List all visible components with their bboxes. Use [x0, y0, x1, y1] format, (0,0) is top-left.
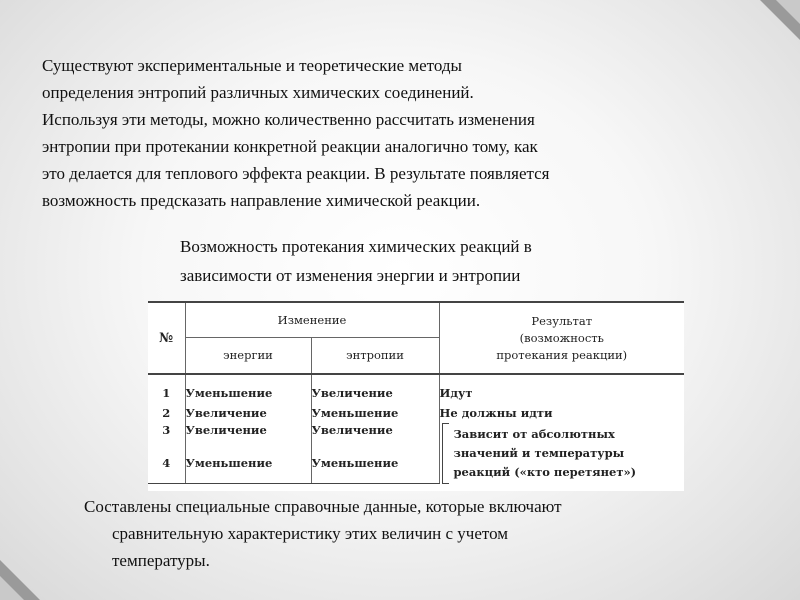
intro-paragraph [42, 52, 732, 214]
outro-line-1: Составлены специальные справочные данные, которые включают [84, 497, 562, 516]
shared-result-line: Зависит от абсолютных [453, 427, 615, 441]
row-num: 2 [148, 403, 185, 423]
table-title-line-2: зависимости от изменения энергии и энтропии [180, 266, 521, 285]
row-num: 4 [148, 443, 185, 484]
entropy-table [148, 301, 684, 484]
entropy-table-image [148, 301, 684, 491]
intro-line: это делается для теплового эффекта реакции. В результате появляется [42, 164, 550, 183]
header-result [439, 302, 684, 374]
shared-result-line: реакций («кто перетянет») [453, 465, 637, 479]
row-num: 1 [148, 374, 185, 403]
header-num: № [148, 302, 185, 374]
row-result: Идут [439, 386, 473, 400]
header-result-line: протекания реакции) [496, 347, 628, 362]
header-entropy: энтропии [311, 337, 439, 374]
table-title [180, 232, 680, 290]
header-change: Изменение [185, 302, 439, 337]
row-energy: Увеличение [185, 423, 311, 443]
outro-line-2: сравнительную характеристику этих величин с учетом [112, 524, 509, 543]
row-num: 3 [148, 423, 185, 443]
row-entropy: Уменьшение [311, 403, 439, 423]
row-result: Не должны идти [439, 406, 553, 420]
row-entropy: Увеличение [311, 423, 439, 443]
table-row [148, 374, 684, 403]
outro-line-3: температуры. [112, 551, 210, 570]
shared-result [439, 423, 684, 484]
row-energy: Уменьшение [185, 374, 311, 403]
outro-paragraph [84, 493, 724, 574]
row-energy: Увеличение [185, 403, 311, 423]
header-energy: энергии [185, 337, 311, 374]
intro-line: определения энтропий различных химических соединений. [42, 83, 474, 102]
row-entropy: Уменьшение [311, 443, 439, 484]
row-energy: Уменьшение [185, 443, 311, 484]
table-row [148, 423, 684, 443]
header-result-line: Результат [531, 313, 593, 328]
header-result-line: (возможность [519, 330, 604, 345]
intro-line: Существуют экспериментальные и теоретические методы [42, 56, 462, 75]
row-entropy: Увеличение [311, 374, 439, 403]
intro-line: Используя эти методы, можно количественно рассчитать изменения [42, 110, 535, 129]
table-title-line-1: Возможность протекания химических реакций в [180, 237, 532, 256]
shared-result-line: значений и температуры [453, 446, 625, 460]
brace-icon [442, 423, 449, 484]
table-row [148, 403, 684, 423]
intro-line: возможность предсказать направление химической реакции. [42, 191, 481, 210]
intro-line: энтропии при протекании конкретной реакции аналогично тому, как [42, 137, 538, 156]
corner-decoration-top-right-inner [776, 0, 800, 24]
corner-decoration-bottom-left-inner [0, 576, 24, 600]
